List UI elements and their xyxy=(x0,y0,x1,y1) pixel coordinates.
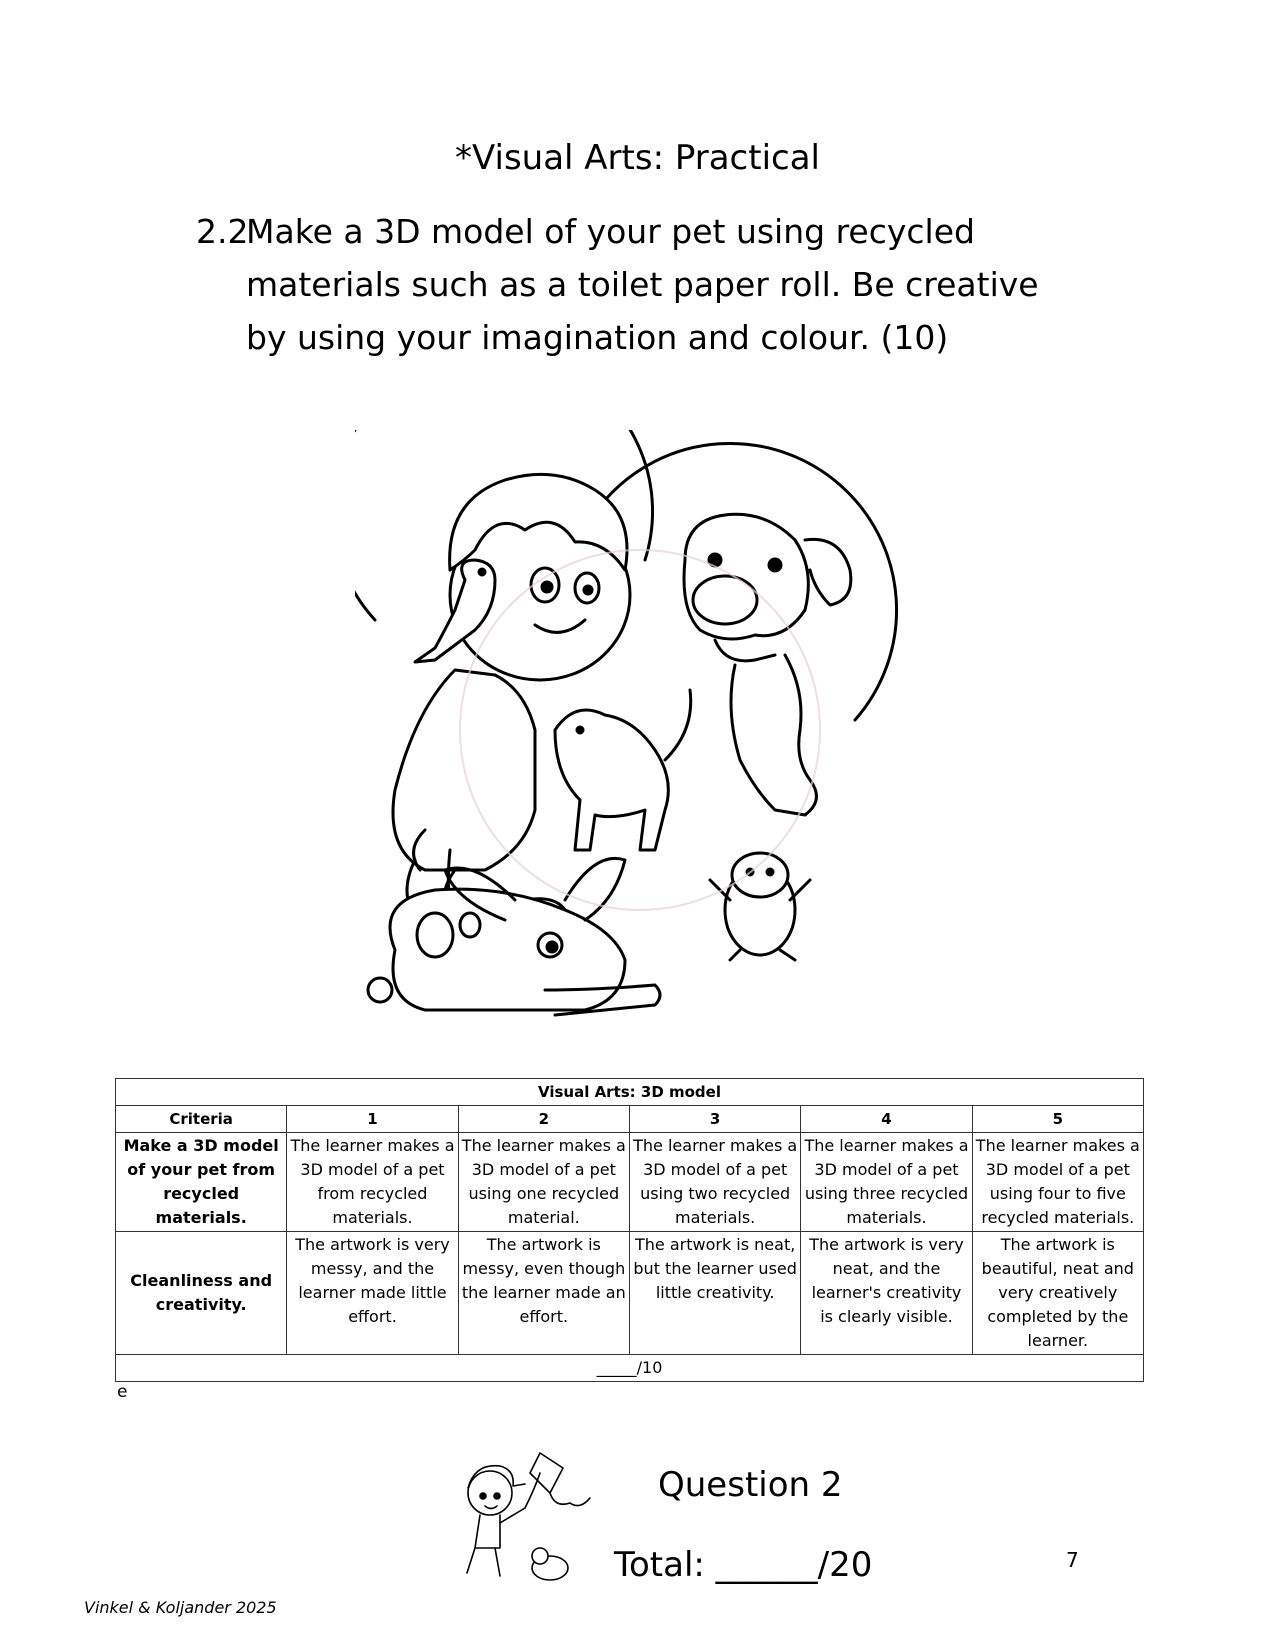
dog-figure xyxy=(684,514,851,815)
rubric-col-4: 4 xyxy=(801,1106,972,1133)
boy-figure xyxy=(393,474,630,941)
stray-mark: e xyxy=(117,1382,128,1402)
kite-boy-illustration xyxy=(445,1448,605,1588)
question-label: Question 2 xyxy=(658,1465,843,1505)
pets-illustration xyxy=(355,430,915,1055)
rubric-cell: The learner makes a 3D model of a pet using three recycled materials. xyxy=(801,1133,972,1232)
rubric-col-criteria: Criteria xyxy=(116,1106,287,1133)
rubric-cell: The artwork is very messy, and the learner made little effort. xyxy=(287,1232,458,1355)
rubric-col-3: 3 xyxy=(629,1106,800,1133)
question-text: Make a 3D model of your pet using recycled materials such as a toilet paper roll. Be creative by using your imagination and colour. (10) xyxy=(246,212,1039,357)
question-number: 2.2 xyxy=(196,212,249,251)
rubric-criterion: Cleanliness and creativity. xyxy=(116,1232,287,1355)
rubric-cell: The artwork is beautiful, neat and very creatively completed by the learner. xyxy=(972,1232,1143,1355)
rubric-cell: The artwork is very neat, and the learner's creativity is clearly visible. xyxy=(801,1232,972,1355)
rabbit-figure xyxy=(368,858,660,1015)
credit-text: Vinkel & Koljander 2025 xyxy=(84,1598,277,1617)
rubric-title: Visual Arts: 3D model xyxy=(116,1079,1144,1106)
rubric-score: _____/10 xyxy=(116,1355,1144,1382)
rubric-cell: The artwork is messy, even though the learner made an effort. xyxy=(458,1232,629,1355)
rubric-cell: The learner makes a 3D model of a pet from recycled materials. xyxy=(287,1133,458,1232)
rubric-cell: The learner makes a 3D model of a pet using four to five recycled materials. xyxy=(972,1133,1143,1232)
hamster-figure xyxy=(710,853,810,960)
rubric-row xyxy=(116,1232,1144,1355)
rubric-cell: The learner makes a 3D model of a pet using two recycled materials. xyxy=(629,1133,800,1232)
rubric-cell: The artwork is neat, but the learner used little creativity. xyxy=(629,1232,800,1355)
rubric-col-1: 1 xyxy=(287,1106,458,1133)
rubric-col-2: 2 xyxy=(458,1106,629,1133)
rubric-table xyxy=(115,1078,1144,1382)
rubric-criterion: Make a 3D model of your pet from recycled materials. xyxy=(116,1133,287,1232)
puppy-figure xyxy=(555,690,691,850)
page-number: 7 xyxy=(1066,1548,1079,1572)
total-score: Total: ______/20 xyxy=(614,1545,873,1585)
rubric-row xyxy=(116,1133,1144,1232)
page-heading: *Visual Arts: Practical xyxy=(454,138,821,178)
rubric-cell: The learner makes a 3D model of a pet using one recycled material. xyxy=(458,1133,629,1232)
rubric-col-5: 5 xyxy=(972,1106,1143,1133)
